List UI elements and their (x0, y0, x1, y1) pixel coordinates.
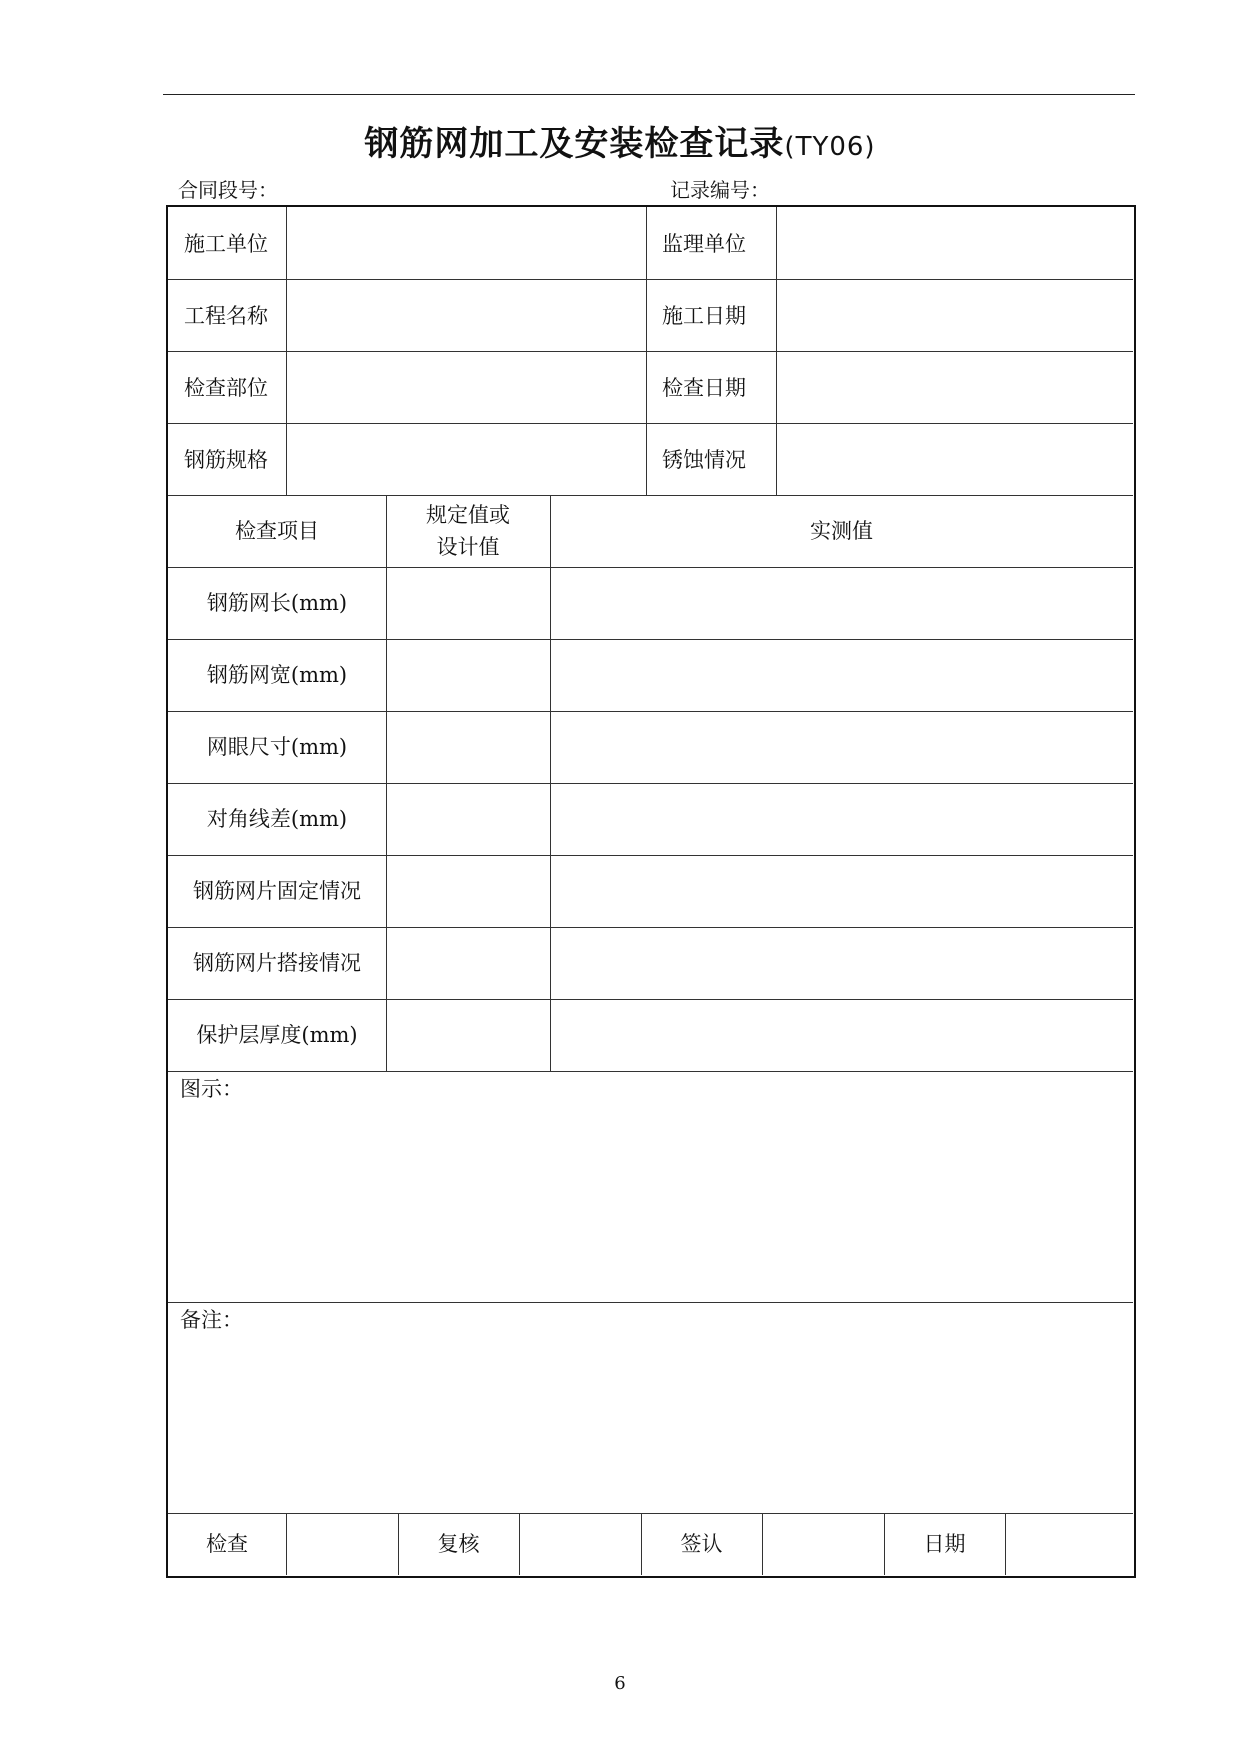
info-value-field[interactable] (287, 279, 646, 351)
info-label: 锈蚀情况 (662, 448, 746, 472)
info-value-field[interactable] (777, 423, 1133, 495)
measured-value-field[interactable] (551, 927, 1133, 999)
info-value-field[interactable] (777, 351, 1133, 423)
check-item-label: 钢筋网片搭接情况 (193, 951, 361, 975)
info-value-field[interactable] (777, 207, 1133, 279)
measured-value-field[interactable] (551, 783, 1133, 855)
spec-value-field[interactable] (387, 567, 550, 639)
check-item-label: 钢筋网宽(mm) (206, 663, 348, 687)
spec-value-field[interactable] (387, 783, 550, 855)
check-item-label: 对角线差(mm) (206, 807, 348, 831)
signature-field-confirm[interactable] (763, 1513, 884, 1575)
spec-value-field[interactable] (387, 639, 550, 711)
info-label: 工程名称 (184, 304, 268, 328)
measured-value-field[interactable] (551, 639, 1133, 711)
remarks-area[interactable] (168, 1337, 1133, 1513)
spec-value-field[interactable] (387, 927, 550, 999)
info-label: 检查日期 (662, 376, 746, 400)
check-item-label: 保护层厚度(mm) (196, 1023, 358, 1047)
header-spec-line2: 设计值 (436, 535, 500, 559)
signature-label-date: 日期 (923, 1532, 966, 1556)
signature-field-date[interactable] (1006, 1513, 1133, 1575)
check-item-label: 钢筋网长(mm) (206, 591, 348, 615)
diagram-label: 图示： (180, 1077, 243, 1101)
header-check-item: 检查项目 (235, 519, 319, 543)
info-value-field[interactable] (287, 423, 646, 495)
inspection-form (166, 205, 1136, 1578)
record-number-label: 记录编号： (670, 178, 770, 202)
info-label: 钢筋规格 (184, 448, 268, 472)
page-title (0, 116, 1240, 165)
spec-value-field[interactable] (387, 711, 550, 783)
spec-value-field[interactable] (387, 999, 550, 1071)
signature-field-check[interactable] (287, 1513, 398, 1575)
diagram-area[interactable] (168, 1107, 1133, 1302)
measured-value-field[interactable] (551, 855, 1133, 927)
check-item-label: 钢筋网片固定情况 (193, 879, 361, 903)
info-label: 监理单位 (662, 232, 746, 256)
header-spec-line1: 规定值或 (426, 503, 510, 527)
signature-field-review[interactable] (520, 1513, 641, 1575)
check-item-label: 网眼尺寸(mm) (206, 735, 348, 759)
info-value-field[interactable] (777, 279, 1133, 351)
info-label: 施工日期 (662, 304, 746, 328)
header-measured-value: 实测值 (810, 519, 873, 543)
info-label: 检查部位 (184, 376, 268, 400)
info-value-field[interactable] (287, 207, 646, 279)
signature-label-review: 复核 (437, 1532, 480, 1556)
info-value-field[interactable] (287, 351, 646, 423)
measured-value-field[interactable] (551, 711, 1133, 783)
spec-value-field[interactable] (387, 855, 550, 927)
header-spec-value (386, 495, 550, 567)
measured-value-field[interactable] (551, 567, 1133, 639)
remarks-label: 备注： (180, 1308, 243, 1332)
top-rule (163, 94, 1135, 95)
form-code: (TY06) (784, 132, 876, 162)
signature-label-confirm: 签认 (680, 1532, 723, 1556)
signature-label-check: 检查 (206, 1532, 248, 1556)
page-number: 6 (614, 1673, 626, 1694)
title-text: 钢筋网加工及安装检查记录 (364, 124, 785, 164)
measured-value-field[interactable] (551, 999, 1133, 1071)
contract-section-label: 合同段号： (178, 178, 278, 202)
info-label: 施工单位 (184, 232, 268, 256)
